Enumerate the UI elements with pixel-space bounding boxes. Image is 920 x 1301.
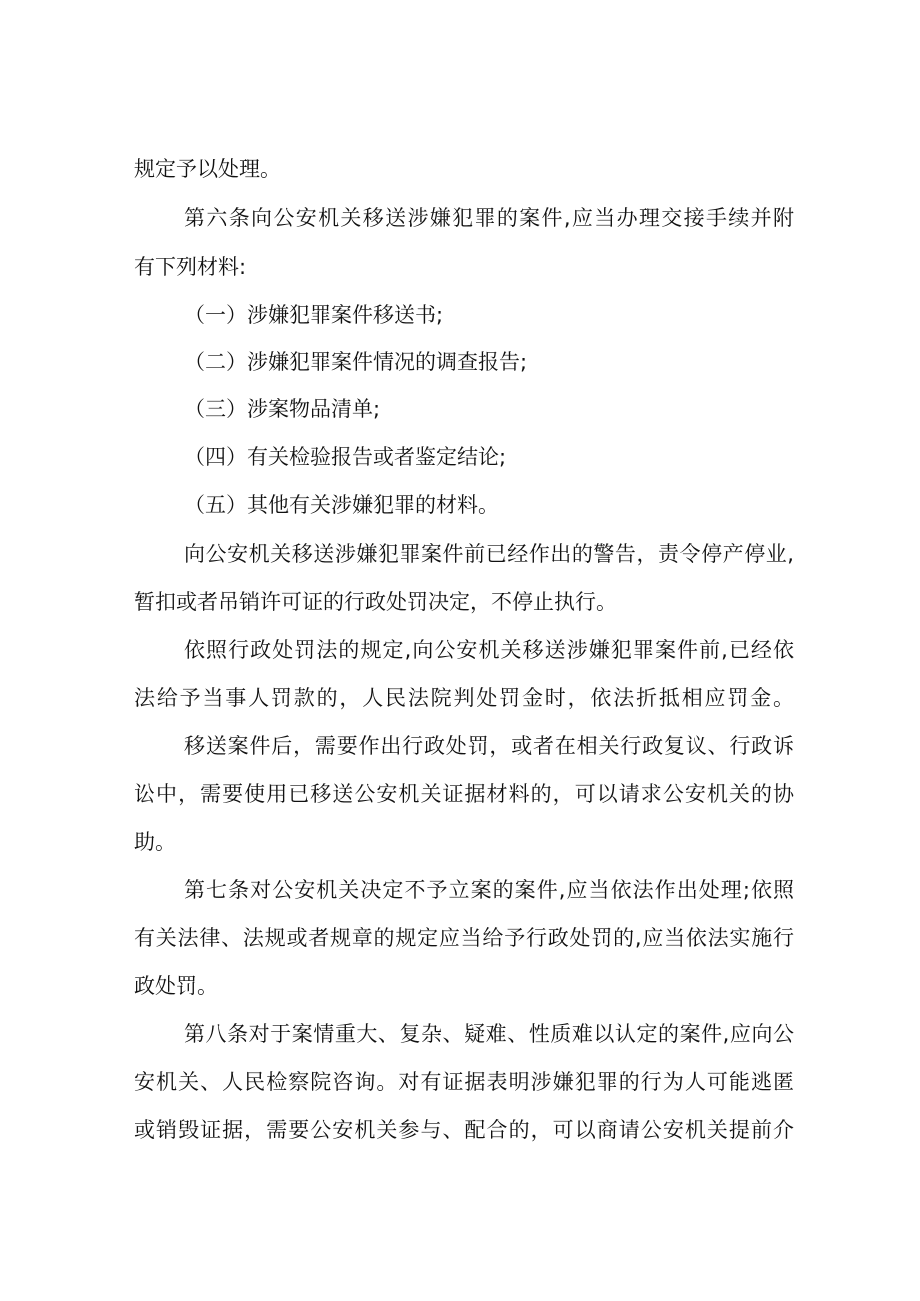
paragraph-line: 移送案件后，需要作出行政处罚，或者在相关行政复议、行政诉 (184, 734, 794, 758)
paragraph-line: 依照行政处罚法的规定,向公安机关移送涉嫌犯罪案件前,已经依 (184, 638, 794, 662)
paragraph-line: 安机关、人民检察院咨询。对有证据表明涉嫌犯罪的行为人可能逃匿 (134, 1070, 794, 1094)
article-7-heading-line: 第七条对公安机关决定不予立案的案件,应当依法作出处理;依照 (184, 878, 794, 902)
paragraph-line: 法给予当事人罚款的，人民法院判处罚金时，依法折抵相应罚金。 (134, 686, 794, 710)
list-item: （二）涉嫌犯罪案件情况的调查报告; (184, 350, 528, 374)
list-item: （四）有关检验报告或者鉴定结论; (184, 445, 507, 469)
paragraph-line: 讼中，需要使用已移送公安机关证据材料的，可以请求公安机关的协 (134, 782, 794, 806)
paragraph-line: 或销毁证据，需要公安机关参与、配合的，可以商请公安机关提前介 (134, 1118, 794, 1142)
list-item: （三）涉案物品清单; (184, 397, 381, 421)
list-item: （一）涉嫌犯罪案件移送书; (184, 303, 444, 327)
paragraph-line: 有关法律、法规或者规章的规定应当给予行政处罚的,应当依法实施行 (134, 926, 794, 950)
paragraph-line: 政处罚。 (134, 974, 218, 998)
paragraph-line: 规定予以处理。 (134, 157, 281, 181)
paragraph-line: 有下列材料: (134, 255, 247, 279)
paragraph-line: 向公安机关移送涉嫌犯罪案件前已经作出的警告，责令停产停业, (184, 542, 794, 566)
paragraph-line: 助。 (134, 830, 176, 854)
list-item: （五）其他有关涉嫌犯罪的材料。 (184, 493, 499, 517)
paragraph-line: 暂扣或者吊销许可证的行政处罚决定，不停止执行。 (134, 590, 617, 614)
article-6-heading-line: 第六条向公安机关移送涉嫌犯罪的案件,应当办理交接手续并附 (184, 206, 794, 230)
article-8-heading-line: 第八条对于案情重大、复杂、疑难、性质难以认定的案件,应向公 (184, 1022, 794, 1046)
